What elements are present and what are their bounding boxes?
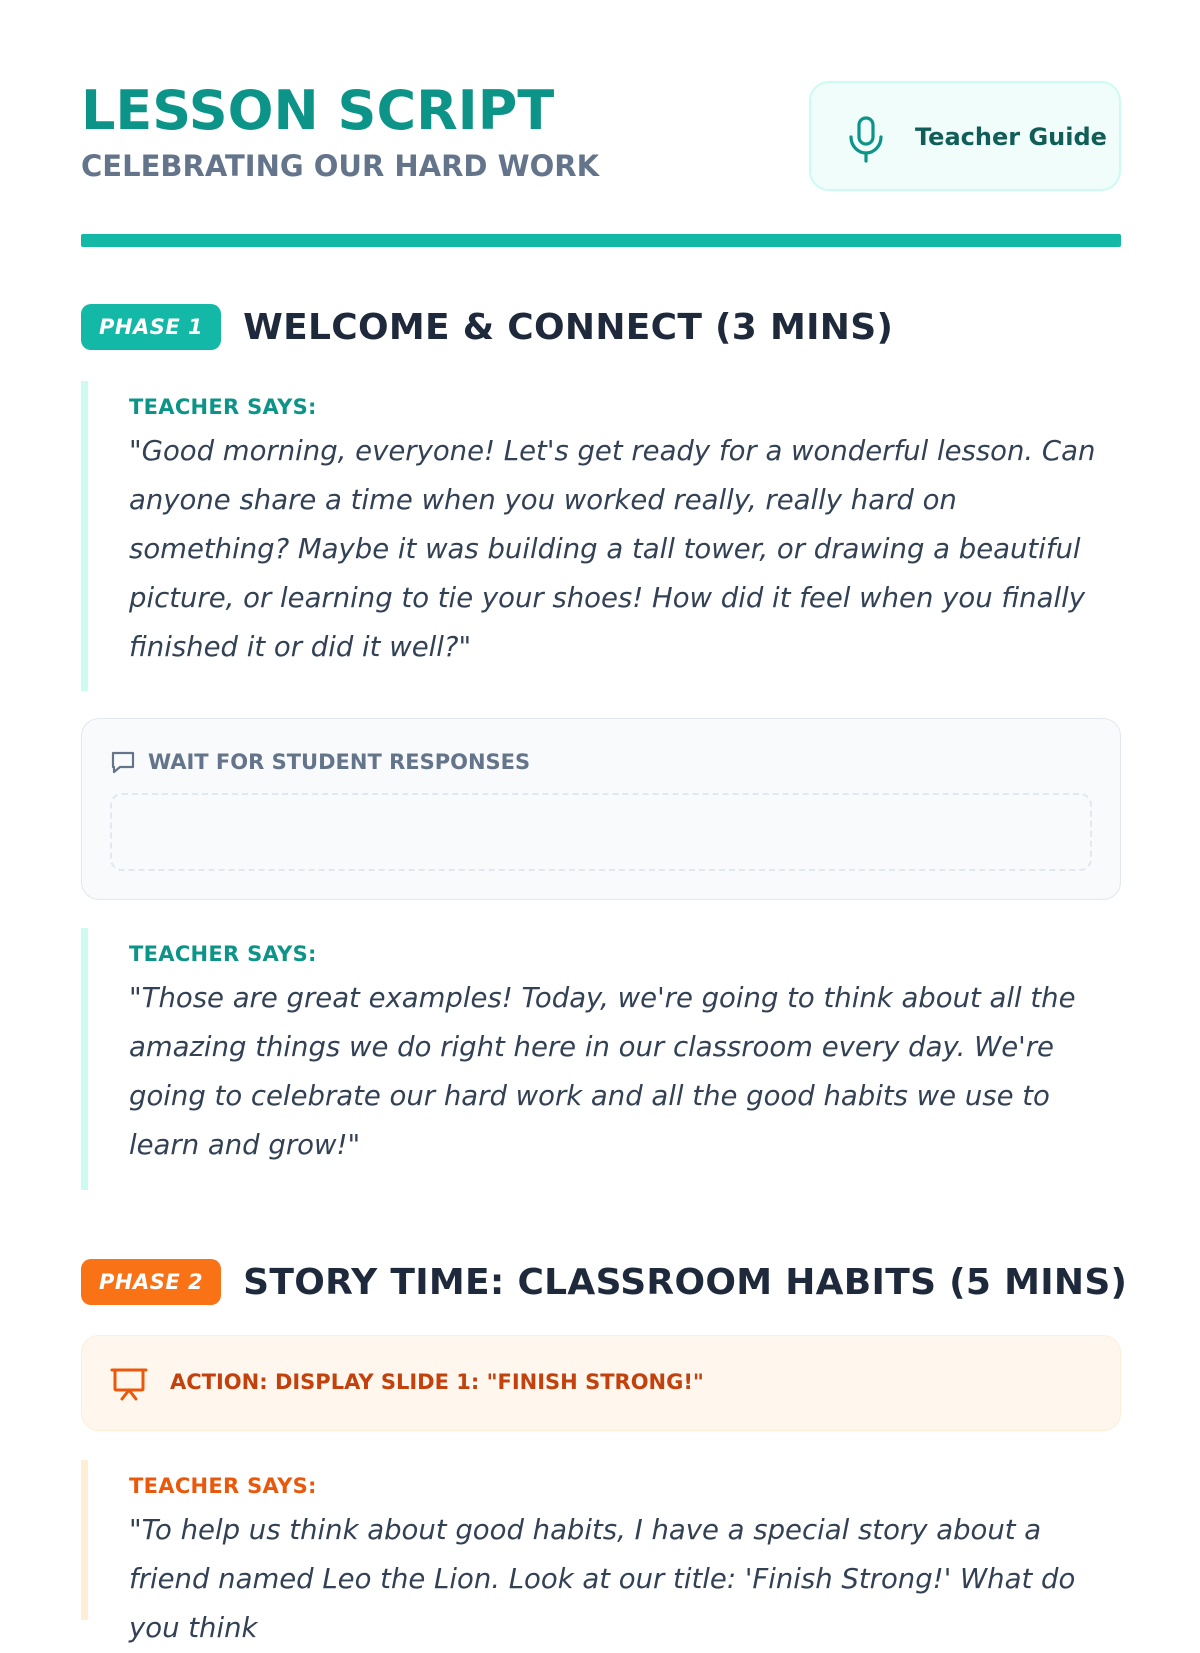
teacher-says-text: "To help us think about good habits, I have a special story about a friend named Leo the Lion. Look at our title: 'Finish Strong!' What do you think bbox=[129, 1514, 1076, 1644]
wait-for-responses-panel bbox=[81, 718, 1121, 900]
teacher-says-block bbox=[81, 1460, 1121, 1644]
teacher-says-label: TEACHER SAYS: bbox=[129, 942, 317, 966]
teacher-guide-button[interactable] bbox=[809, 81, 1121, 191]
page-header bbox=[81, 0, 1121, 248]
chat-bubble-icon bbox=[110, 749, 136, 775]
teacher-says-block bbox=[81, 381, 1121, 691]
page-subtitle: CELEBRATING OUR HARD WORK bbox=[81, 149, 600, 183]
wait-header bbox=[110, 749, 530, 775]
teacher-guide-label: Teacher Guide bbox=[915, 123, 1107, 151]
teacher-says-label: TEACHER SAYS: bbox=[129, 1474, 317, 1498]
action-panel bbox=[81, 1335, 1121, 1431]
phase-1-badge: PHASE 1 bbox=[81, 304, 221, 350]
action-label: ACTION: DISPLAY SLIDE 1: "FINISH STRONG!" bbox=[170, 1370, 704, 1394]
presentation-icon bbox=[110, 1366, 148, 1402]
teacher-says-label: TEACHER SAYS: bbox=[129, 395, 317, 419]
teacher-says-text: "Good morning, everyone! Let's get ready for a wonderful lesson. Can anyone share a time when you worked really, really hard on something? Maybe it was building a tall tower, or drawing a beautiful picture, or learning to tie your shoes! How did it feel when you finally finished it or did it well?" bbox=[129, 435, 1096, 663]
microphone-icon bbox=[845, 115, 889, 163]
phase-1-heading bbox=[81, 303, 893, 351]
wait-label: WAIT FOR STUDENT RESPONSES bbox=[148, 750, 531, 774]
page-title: LESSON SCRIPT bbox=[81, 79, 555, 142]
student-responses-area[interactable] bbox=[110, 793, 1092, 871]
phase-2-title: STORY TIME: CLASSROOM HABITS (5 MINS) bbox=[243, 1261, 1128, 1303]
phase-1-title: WELCOME & CONNECT (3 MINS) bbox=[243, 306, 894, 348]
header-divider bbox=[81, 234, 1121, 247]
lesson-page bbox=[81, 0, 1128, 1644]
phase-2-badge: PHASE 2 bbox=[81, 1259, 221, 1305]
teacher-says-block bbox=[81, 928, 1121, 1190]
phase-2-heading bbox=[81, 1258, 1127, 1306]
teacher-says-text: "Those are great examples! Today, we're going to think about all the amazing things we do right here in our classroom every day. We're going to celebrate our hard work and all the good habits we use to learn and grow!" bbox=[129, 982, 1076, 1161]
